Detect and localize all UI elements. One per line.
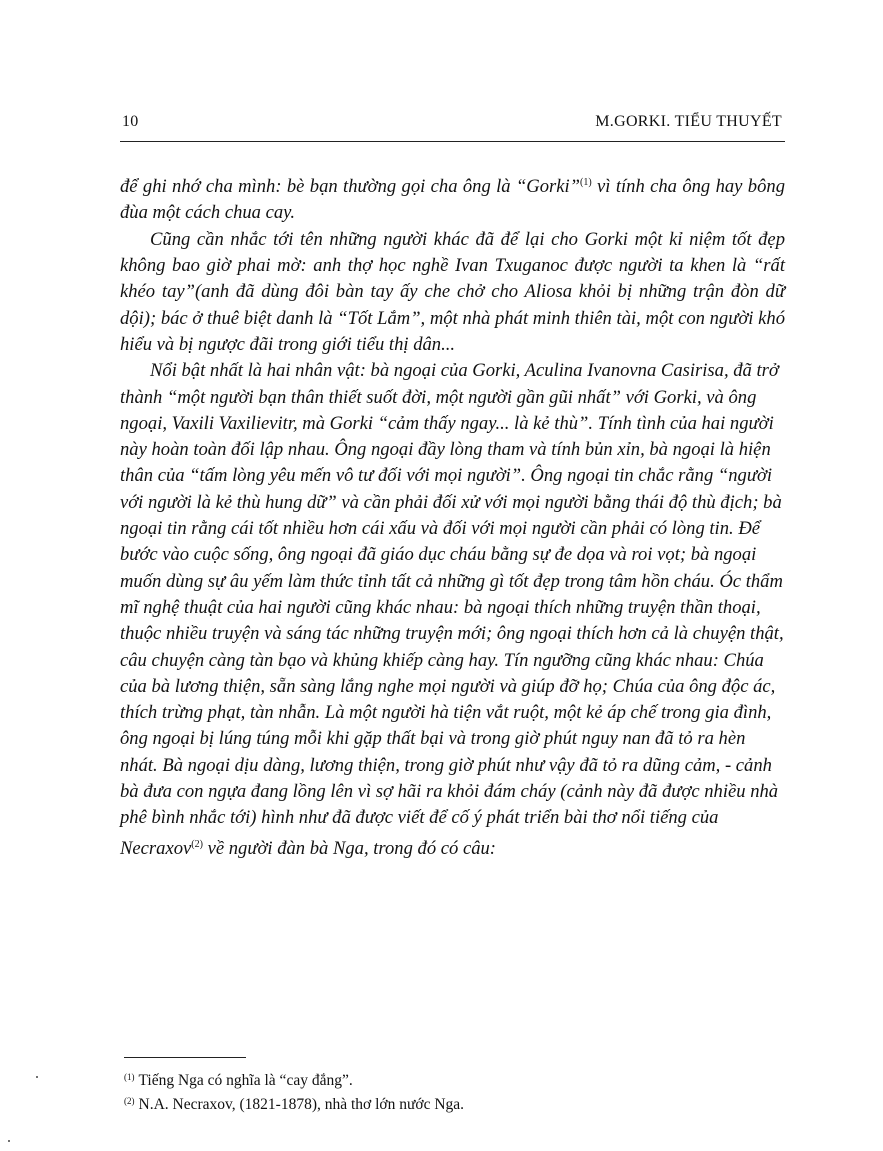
footnote-text: Tiếng Nga có nghĩa là “cay đắng”. xyxy=(138,1072,353,1089)
page-number: 10 xyxy=(122,113,139,130)
main-text xyxy=(120,170,785,862)
paragraph-1 xyxy=(120,170,785,227)
p1-text-b: vì tính cha ông hay bông đùa một cách chua cay. xyxy=(120,176,785,224)
running-title: M.GORKI. TIỂU THUYẾT xyxy=(595,113,782,130)
footnote-ref-1: (1) xyxy=(580,177,592,188)
scan-speck xyxy=(8,1140,10,1142)
footnote-marker: (1) xyxy=(124,1072,135,1082)
p3-text-a: Nổi bật nhất là hai nhân vật: bà ngoại của Gorki, Aculina Ivanovna Casirisa, đã trở thành “một người bạn thân thiết suốt đời, một người gần gũi nhất” với Gorki, và ông ngoại, Vaxili Vaxilievitr, mà Gorki “cảm thấy ngay... là kẻ thù”. Tính tình của hai người này hoàn toàn đối lập nhau. Ông ngoại đầy lòng tham và tính bủn xỉn, bà ngoại là hiện thân của “tấm lòng yêu mến vô tư đối với mọi người”. Ông ngoại tin chắc rằng “người với người là kẻ thù hung dữ” và cần phải đối xử với mọi người bằng thái độ thù địch; bà ngoại tin rằng cái tốt nhiều hơn cái xấu và đối với mọi người cần phải có lòng tin. Để bước vào cuộc sống, ông ngoại đã giáo dục cháu bằng sự đe dọa và roi vọt; bà ngoại muốn dùng sự âu yếm làm thức tỉnh tất cả những gì tốt đẹp trong tâm hồn cháu. Óc thẩm mĩ nghệ thuật của hai người cũng khác nhau: bà ngoại thích những truyện thần thoại, thuộc nhiều truyện và sáng tác những truyện mới; ông ngoại thích hơn cả là chuyện thật, câu chuyện càng tàn bạo và khủng khiếp càng hay. Tín ngưỡng cũng khác nhau: Chúa của bà lương thiện, sẵn sàng lắng nghe mọi người và giúp đỡ họ; Chúa của ông độc ác, thích trừng phạt, tàn nhẫn. Là một người hà tiện vắt ruột, một kẻ áp chế trong gia đình, ông ngoại bị lúng túng mỗi khi gặp thất bại và trong giờ phút nguy nan đã tỏ ra hèn nhát. Bà ngoại dịu dàng, lương thiện, trong giờ phút như vậy đã tỏ ra dũng cảm, - cảnh bà đưa con ngựa đang lồng lên vì sợ hãi ra khỏi đám cháy (cảnh này đã được nhiều nhà phê bình nhắc tới) hình như đã được viết để cố ý phát triển bài thơ nổi tiếng của Necraxov xyxy=(120,360,784,859)
p1-text-a: để ghi nhớ cha mình: bè bạn thường gọi cha ông là “Gorki” xyxy=(120,176,581,198)
footnote-rule xyxy=(124,1057,246,1058)
scan-speck xyxy=(36,1076,38,1078)
footnote-text: N.A. Necraxov, (1821-1878), nhà thơ lớn nước Nga. xyxy=(138,1096,465,1113)
footnote-ref-2: (2) xyxy=(191,838,203,850)
p3-text-b: về người đàn bà Nga, trong đó có câu: xyxy=(202,837,497,859)
footnote-1 xyxy=(124,1067,784,1091)
footnote-marker: (2) xyxy=(124,1096,135,1106)
footnote-2 xyxy=(124,1091,784,1115)
paragraph-3 xyxy=(120,358,785,862)
footnotes xyxy=(124,1067,784,1115)
paragraph-2: Cũng cần nhắc tới tên những người khác đã để lại cho Gorki một kỉ niệm tốt đẹp không bao giờ phai mờ: anh thợ học nghề Ivan Txuganoc được người ta khen là “rất khéo tay”(anh đã dùng đôi bàn tay ấy che chở cho Aliosa khỏi bị những trận đòn dữ dội); bác ở thuê biệt danh là “Tốt Lắm”, một nhà phát minh thiên tài, một con người khó hiểu và bị ngược đãi trong giới tiểu thị dân... xyxy=(120,228,785,355)
header-rule xyxy=(120,141,785,142)
